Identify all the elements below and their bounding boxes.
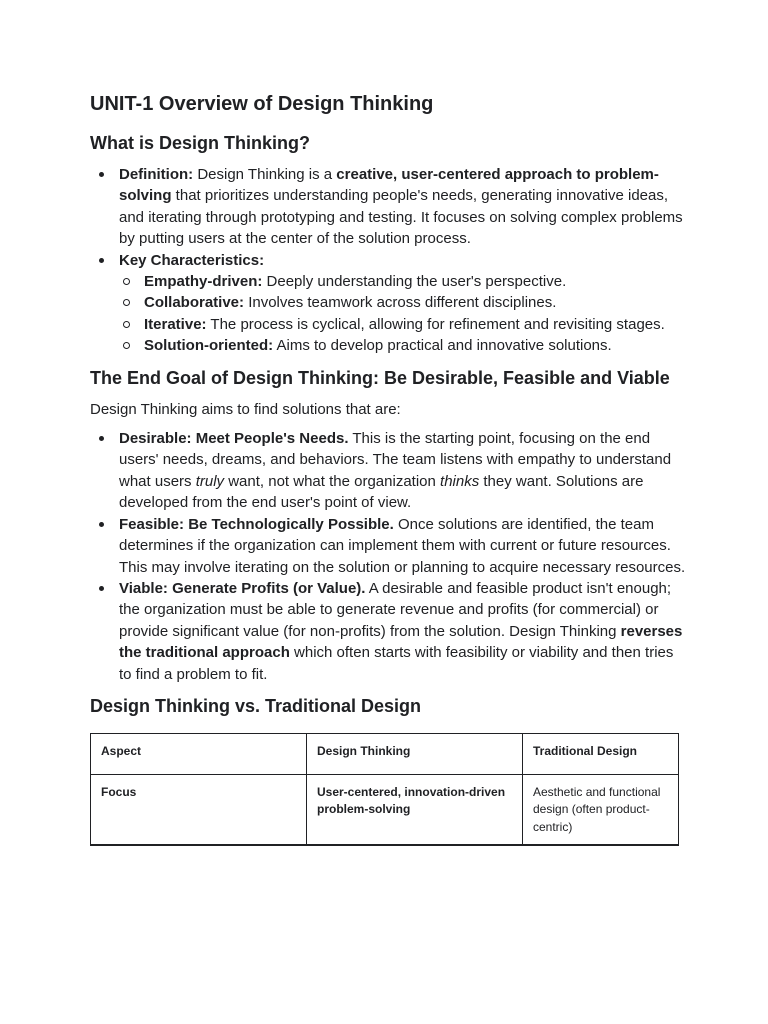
document-content: [90, 90, 690, 846]
item-label: Iterative:: [144, 315, 207, 333]
sub-bullet-list: [119, 271, 690, 357]
bullet-list: [90, 428, 690, 685]
item-text: Design Thinking is a: [193, 166, 337, 183]
list-item-key-characteristics: [90, 250, 690, 357]
table-header-cell: Aspect: [91, 733, 307, 774]
list-item-feasible: [90, 514, 690, 578]
section-heading: Design Thinking vs. Traditional Design: [90, 695, 422, 716]
sub-list-item: [119, 335, 690, 356]
comparison-table: [90, 733, 679, 847]
bullet-list: [90, 164, 690, 357]
table-cell: Aesthetic and functional design (often product-centric): [523, 774, 679, 845]
sub-list-item: [119, 292, 690, 313]
item-text: A desirable and feasible product isn't enough; the organization must be able to generate revenue and profits (for commercial) or provide significant value (for non-profits) from the solution. Design Thinking: [119, 579, 672, 640]
section-end-goal: [90, 365, 690, 685]
section-heading: The End Goal of Design Thinking: Be Desirable, Feasible and Viable: [90, 367, 670, 388]
table-cell: Focus: [91, 774, 307, 845]
item-label: Definition:: [119, 166, 194, 183]
table-cell: User-centered, innovation-driven problem-solving: [307, 774, 523, 845]
section-what-is-design-thinking: [90, 130, 690, 357]
item-text: Aims to develop practical and innovative solutions.: [273, 337, 612, 355]
item-label: Feasible: Be Technologically Possible.: [119, 515, 394, 533]
item-text: which often starts with feasibility or viability and then tries to find a problem to fit.: [119, 644, 674, 683]
table-header-cell: Design Thinking: [307, 733, 523, 774]
table-header-cell: Traditional Design: [523, 733, 679, 774]
page-title: UNIT-1 Overview of Design Thinking: [90, 93, 434, 115]
item-text: This is the starting point, focusing on the end users' needs, dreams, and behaviors. The team listens with empathy to understand what users: [119, 430, 672, 490]
item-text: Deeply understanding the user's perspective.: [262, 273, 567, 291]
item-text: Involves teamwork across different disciplines.: [244, 294, 557, 312]
section-heading: What is Design Thinking?: [90, 133, 310, 153]
item-label: Solution-oriented:: [144, 337, 274, 355]
section-comparison: [90, 693, 690, 847]
section-intro: Design Thinking aims to find solutions that are:: [90, 400, 401, 418]
table-header-row: [91, 733, 679, 774]
sub-list-item: [119, 314, 690, 335]
item-text: want, not what the organization: [224, 472, 441, 490]
table-row: [91, 774, 679, 845]
list-item-desirable: [90, 428, 690, 514]
emphasis-text: truly: [195, 472, 225, 490]
item-text: they want. Solutions are developed from the end user's point of view.: [119, 472, 644, 512]
item-label: Key Characteristics:: [119, 251, 265, 269]
item-text: that prioritizes understanding people's needs, generating innovative ideas, and iterating through prototyping and testing. It focuses on solving complex problems by putting users at the center of the solution process.: [119, 187, 683, 248]
item-text: Once solutions are identified, the team determines if the organization can implement them with current or future resources. This may involve iterating on the solution or planning to acquire necessary resources.: [119, 515, 686, 576]
emphasis-text: creative, user-centered approach to problem-solving: [119, 166, 659, 205]
emphasis-text: reverses the traditional approach: [119, 622, 683, 662]
sub-list-item: [119, 271, 690, 292]
item-text: The process is cyclical, allowing for refinement and revisiting stages.: [206, 315, 665, 333]
item-label: Desirable: Meet People's Needs.: [119, 430, 349, 448]
emphasis-text: thinks: [440, 472, 480, 490]
item-label: Collaborative:: [144, 294, 245, 312]
list-item-viable: [90, 578, 690, 685]
item-label: Viable: Generate Profits (or Value).: [119, 579, 366, 597]
item-label: Empathy-driven:: [144, 273, 263, 291]
list-item-definition: [90, 164, 690, 250]
